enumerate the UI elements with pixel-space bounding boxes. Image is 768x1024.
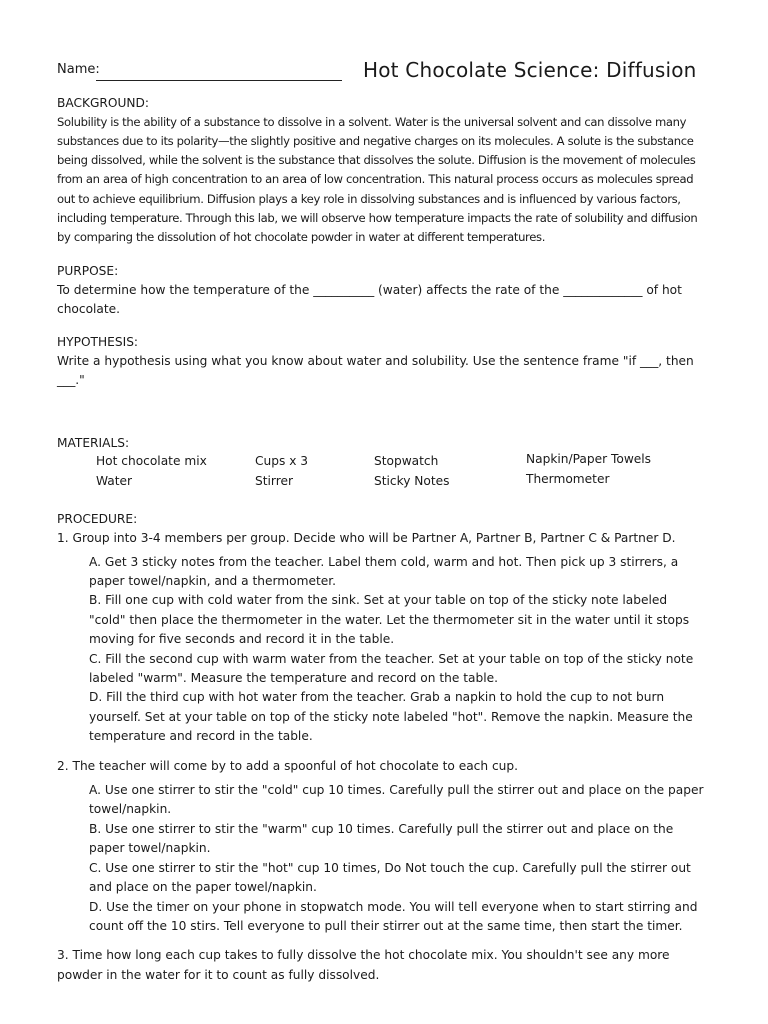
procedure-substep: B. Use one stirrer to stir the "warm" cup 10 times. Carefully pull the stirrer out and place on the paper towel/napkin. (89, 821, 674, 856)
material-item: Water (96, 474, 133, 488)
material-item: Thermometer (526, 472, 610, 486)
procedure-step-2: 2. The teacher will come by to add a spoonful of hot chocolate to each cup. (57, 758, 518, 773)
material-item: Cups x 3 (255, 454, 309, 468)
procedure-substep: C. Fill the second cup with warm water from the teacher. Set at your table on top of the sticky note labeled "warm". Measure the temperature and record on the table. (89, 651, 694, 686)
procedure-substep: D. Use the timer on your phone in stopwatch mode. You will tell everyone when to start stirring and count off the 10 stirs. Tell everyone to pull their stirrer out at the same time, then start the timer. (89, 899, 698, 933)
procedure-substep: B. Fill one cup with cold water from the sink. Set at your table on top of the sticky note labeled "cold" then place the thermometer in the water. Let the thermometer sit in the water until it stops moving for five seconds and record it in the table. (89, 593, 690, 647)
material-item: Stopwatch (374, 454, 439, 468)
procedure-section (57, 510, 707, 985)
purpose-section (57, 262, 707, 319)
hypothesis-section (57, 333, 707, 390)
purpose-text: To determine how the temperature of the __________ (water) affects the rate of the _____________ of hot chocolate. (57, 283, 682, 317)
name-label: Name: (57, 62, 100, 77)
procedure-heading: PROCEDURE: (57, 512, 138, 526)
material-item: Hot chocolate mix (96, 454, 207, 468)
background-section (57, 94, 707, 247)
procedure-step-1: 1. Group into 3-4 members per group. Decide who will be Partner A, Partner B, Partner C & Partner D. (57, 531, 676, 546)
procedure-substep: D. Fill the third cup with hot water from the teacher. Grab a napkin to hold the cup to not burn yourself. Set at your table on top of the sticky note labeled "hot". Remove the napkin. Measure the temperature and record in the table. (89, 690, 693, 744)
material-item: Sticky Notes (374, 474, 450, 488)
worksheet-header (57, 58, 697, 88)
page-title: Hot Chocolate Science: Diffusion (363, 58, 697, 82)
material-item: Stirrer (255, 474, 293, 488)
materials-heading: MATERIALS: (57, 436, 130, 450)
procedure-step-3: 3. Time how long each cup takes to fully dissolve the hot chocolate mix. You shouldn't see any more powder in the water for it to count as fully dissolved. (57, 948, 670, 982)
hypothesis-text: Write a hypothesis using what you know about water and solubility. Use the sentence frame "if ___, then ___." (57, 354, 694, 388)
procedure-substep: A. Get 3 sticky notes from the teacher. Label them cold, warm and hot. Then pick up 3 stirrers, a paper towel/napkin, and a thermometer. (89, 554, 679, 589)
purpose-heading: PURPOSE: (57, 264, 119, 278)
procedure-substep: A. Use one stirrer to stir the "cold" cup 10 times. Carefully pull the stirrer out and place on the paper towel/napkin. (89, 783, 704, 817)
background-text: Solubility is the ability of a substance to dissolve in a solvent. Water is the universal solvent and can dissolve many substances due to its polarity—the slightly positive and negative charges on its molecules. A solute is the substance being dissolved, while the solvent is the substance that dissolves the solute. Diffusion is the movement of molecules from an area of high concentration to an area of low concentration. This natural process occurs as molecules spread out to achieve equilibrium. Diffusion plays a key role in dissolving substances and is influenced by various factors, including temperature. Through this lab, we will observe how temperature impacts the rate of solubility and diffusion by comparing the dissolution of hot chocolate powder in water at different temperatures. (57, 115, 698, 244)
materials-heading-wrap (57, 434, 707, 453)
hypothesis-heading: HYPOTHESIS: (57, 335, 139, 349)
name-blank-line (96, 80, 342, 81)
procedure-substep: C. Use one stirrer to stir the "hot" cup 10 times, Do Not touch the cup. Carefully pull the stirrer out and place on the paper towel/napkin. (89, 860, 691, 895)
background-heading: BACKGROUND: (57, 96, 150, 110)
materials-list (57, 454, 707, 494)
material-item: Napkin/Paper Towels (526, 452, 652, 466)
